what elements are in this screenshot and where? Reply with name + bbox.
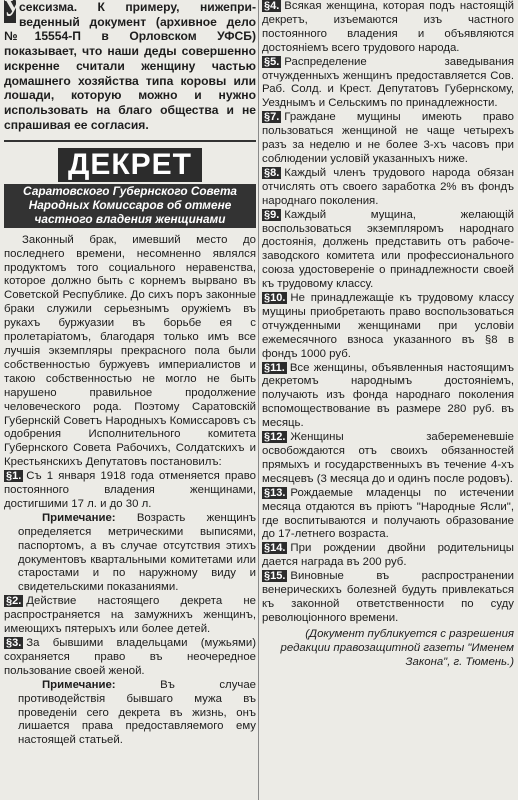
section-number: §4. bbox=[264, 0, 280, 12]
column-divider bbox=[258, 0, 259, 800]
section-text: Каждый мущина, желающiй воспользоваться экземпляромъ народнаго достоянiя, должень представить отъ рабоче-заводского комитета или профессионального союза удостоверенiе о принадлежности своей къ трудовому классу. bbox=[262, 208, 514, 291]
section-number: §2. bbox=[6, 595, 22, 608]
section-text: Всякая женщина, которая подъ настоящiй декретъ, изъемаются изъ частного постоянного владения и объявляются достоянiемъ всего трудового народа. bbox=[262, 0, 514, 54]
note-title: Примечание: bbox=[42, 511, 116, 524]
note-1 bbox=[4, 512, 256, 595]
section-text: Не принадлежащiе къ трудовому классу мущины приобретають право воспользоваться отчужденными женщинами при условiи ежемесячного взноса указанного въ §8 в фондъ 1000 руб. bbox=[262, 292, 514, 360]
section-number: §11. bbox=[264, 361, 285, 374]
section-number: §7. bbox=[264, 111, 280, 124]
section-15 bbox=[262, 570, 514, 626]
section-number: §10. bbox=[264, 292, 286, 305]
note-2 bbox=[4, 679, 256, 749]
preamble: Законный брак, имевший место до последнего времени, несомненно являлся продуктомъ того социального неравенства, которое должно быть с корнемъ вырвано въ Советской Республике. До сихъ поръ законные браки служили серьезнымъ оружiемъ въ рукахъ буржуазии въ борьбе ея с пролетарiатомъ, благодаря только имъ все лучшiя экземпляры прекрасного пола были собственностью буржуевъ империалистов и такою собственностью не могло не быть нарушено правильное продолжение человеческого рода. Поэтому Саратовскiй Губернскiй Советъ Народныхъ Комиссаровъ съ одобрения Исполнительного комитета Губернского Совета Рабочихъ, Солдатскихъ и Крестьянскихъ Депутатовъ постановилъ: bbox=[4, 233, 256, 469]
section-text: Граждане мущины имеють право пользоваться женщиной не чаще четырехъ разъ за неделю и не более 3-хъ часовъ при соблюдении условiй указанныхъ ниже. bbox=[262, 111, 514, 165]
section-number: §15. bbox=[264, 570, 286, 583]
section-text: Действие настоящего декрета не распространяется на замужнихъ женщинъ, имеющихъ пятерыхъ или более детей. bbox=[4, 595, 256, 636]
section-number: §14. bbox=[264, 542, 286, 555]
section-text: При рождении двойни родительницы дается награда въ 200 руб. bbox=[262, 542, 514, 569]
section-2 bbox=[4, 595, 256, 637]
section-8 bbox=[262, 167, 514, 209]
section-rule bbox=[4, 140, 256, 142]
section-3 bbox=[4, 637, 256, 679]
note-text: Возрасть женщинъ определяется метрическими выписями, паспортомъ, а въ случае отсутствия этихъ документовъ квартальными комитетами или старостами и по наружному виду и свидетельскими показаниями. bbox=[18, 511, 256, 594]
note-text: Въ случае противодействiя бывшаго мужа въ проведенiи сего декрета въ жизнь, онъ лишается права предоставляемого ему настоящей статьей. bbox=[18, 678, 256, 747]
section-number: §5. bbox=[264, 55, 280, 68]
section-text: Съ 1 января 1918 года отменяется право постоянного владения женщинами, достигшими 17 л. и до 30 л. bbox=[4, 470, 256, 510]
intro-text: сексизма. К примеру, нижепри-веденный документ (архивное дело №15554-П в Орловском УФСБ) показывает, что наши деды совершенно искренне считали женщину частью домашнего хозяйства типа коровы или лошади, которую можно и нужно использовать на благо общества и не спрашивая ее согласия. bbox=[4, 0, 256, 132]
source-credit: (Документ публикуется с разрешения редакции правозащитной газеты "Именем Закона", г. Тюмень.) bbox=[280, 627, 514, 668]
section-number: §13. bbox=[264, 486, 286, 499]
section-4 bbox=[262, 0, 514, 56]
section-number: §12. bbox=[264, 431, 286, 444]
section-text: Рождаемые младенцы по истечении месяца отдаются въ прiютъ "Народные Ясли", где воспитываются и получають образование до 17-летнего возраста. bbox=[262, 486, 514, 541]
section-number: §8. bbox=[264, 166, 280, 179]
section-text: Распределение заведывания отчужденныхъ женщинъ предоставляется Сов. Раб. Солд. и Крест. Депутатовъ Губернскому, Уезднымъ и Сельскимъ по принадлежности. bbox=[262, 55, 514, 110]
section-number: §3. bbox=[6, 637, 22, 649]
section-text: Каждый членъ трудового народа обязан отчислять отъ своего заработка 2% въ фондъ народнаго поколения. bbox=[262, 166, 514, 207]
section-12 bbox=[262, 431, 514, 487]
section-13 bbox=[262, 487, 514, 543]
section-1 bbox=[4, 470, 256, 512]
section-text: За бывшими владельцами (мужьями) сохраняется право въ неочередное пользование своей женой. bbox=[4, 637, 256, 677]
section-number: §9. bbox=[264, 208, 280, 221]
note-title: Примечание: bbox=[42, 678, 116, 691]
left-column bbox=[4, 0, 256, 800]
right-column bbox=[262, 0, 514, 800]
decree-title-wrap bbox=[4, 148, 256, 182]
drop-cap: У bbox=[4, 0, 16, 23]
section-5 bbox=[262, 56, 514, 112]
section-text: Все женщины, объявленныя настоящимъ декретомъ народнымъ достоянiемъ, получають изъ фонда народнаго поколения вспомоществование въ размере 280 руб. въ месяць. bbox=[262, 361, 514, 430]
section-14 bbox=[262, 542, 514, 570]
decree-title: ДЕКРЕТ bbox=[58, 148, 202, 182]
section-11 bbox=[262, 362, 514, 432]
section-7 bbox=[262, 111, 514, 167]
decree-subtitle: Саратовского Губернского Совета Народных Комиссаров об отмене частного владения женщинами bbox=[4, 184, 256, 227]
section-9 bbox=[262, 209, 514, 292]
intro-paragraph bbox=[4, 0, 256, 132]
section-number: §1. bbox=[6, 470, 22, 483]
section-10 bbox=[262, 292, 514, 362]
section-text: Виновные въ распространении венерическихъ болезней будуть привлекаться къ законной ответственности по суду революцiонного времени. bbox=[262, 570, 514, 624]
section-text: Женщины забеременевшiе освобождаются отъ своихъ обязанностей прямыхъ и государственныхъ въ течение 4-хъ месяцевъ (3 месяца до и одинъ после родовъ). bbox=[262, 431, 514, 485]
